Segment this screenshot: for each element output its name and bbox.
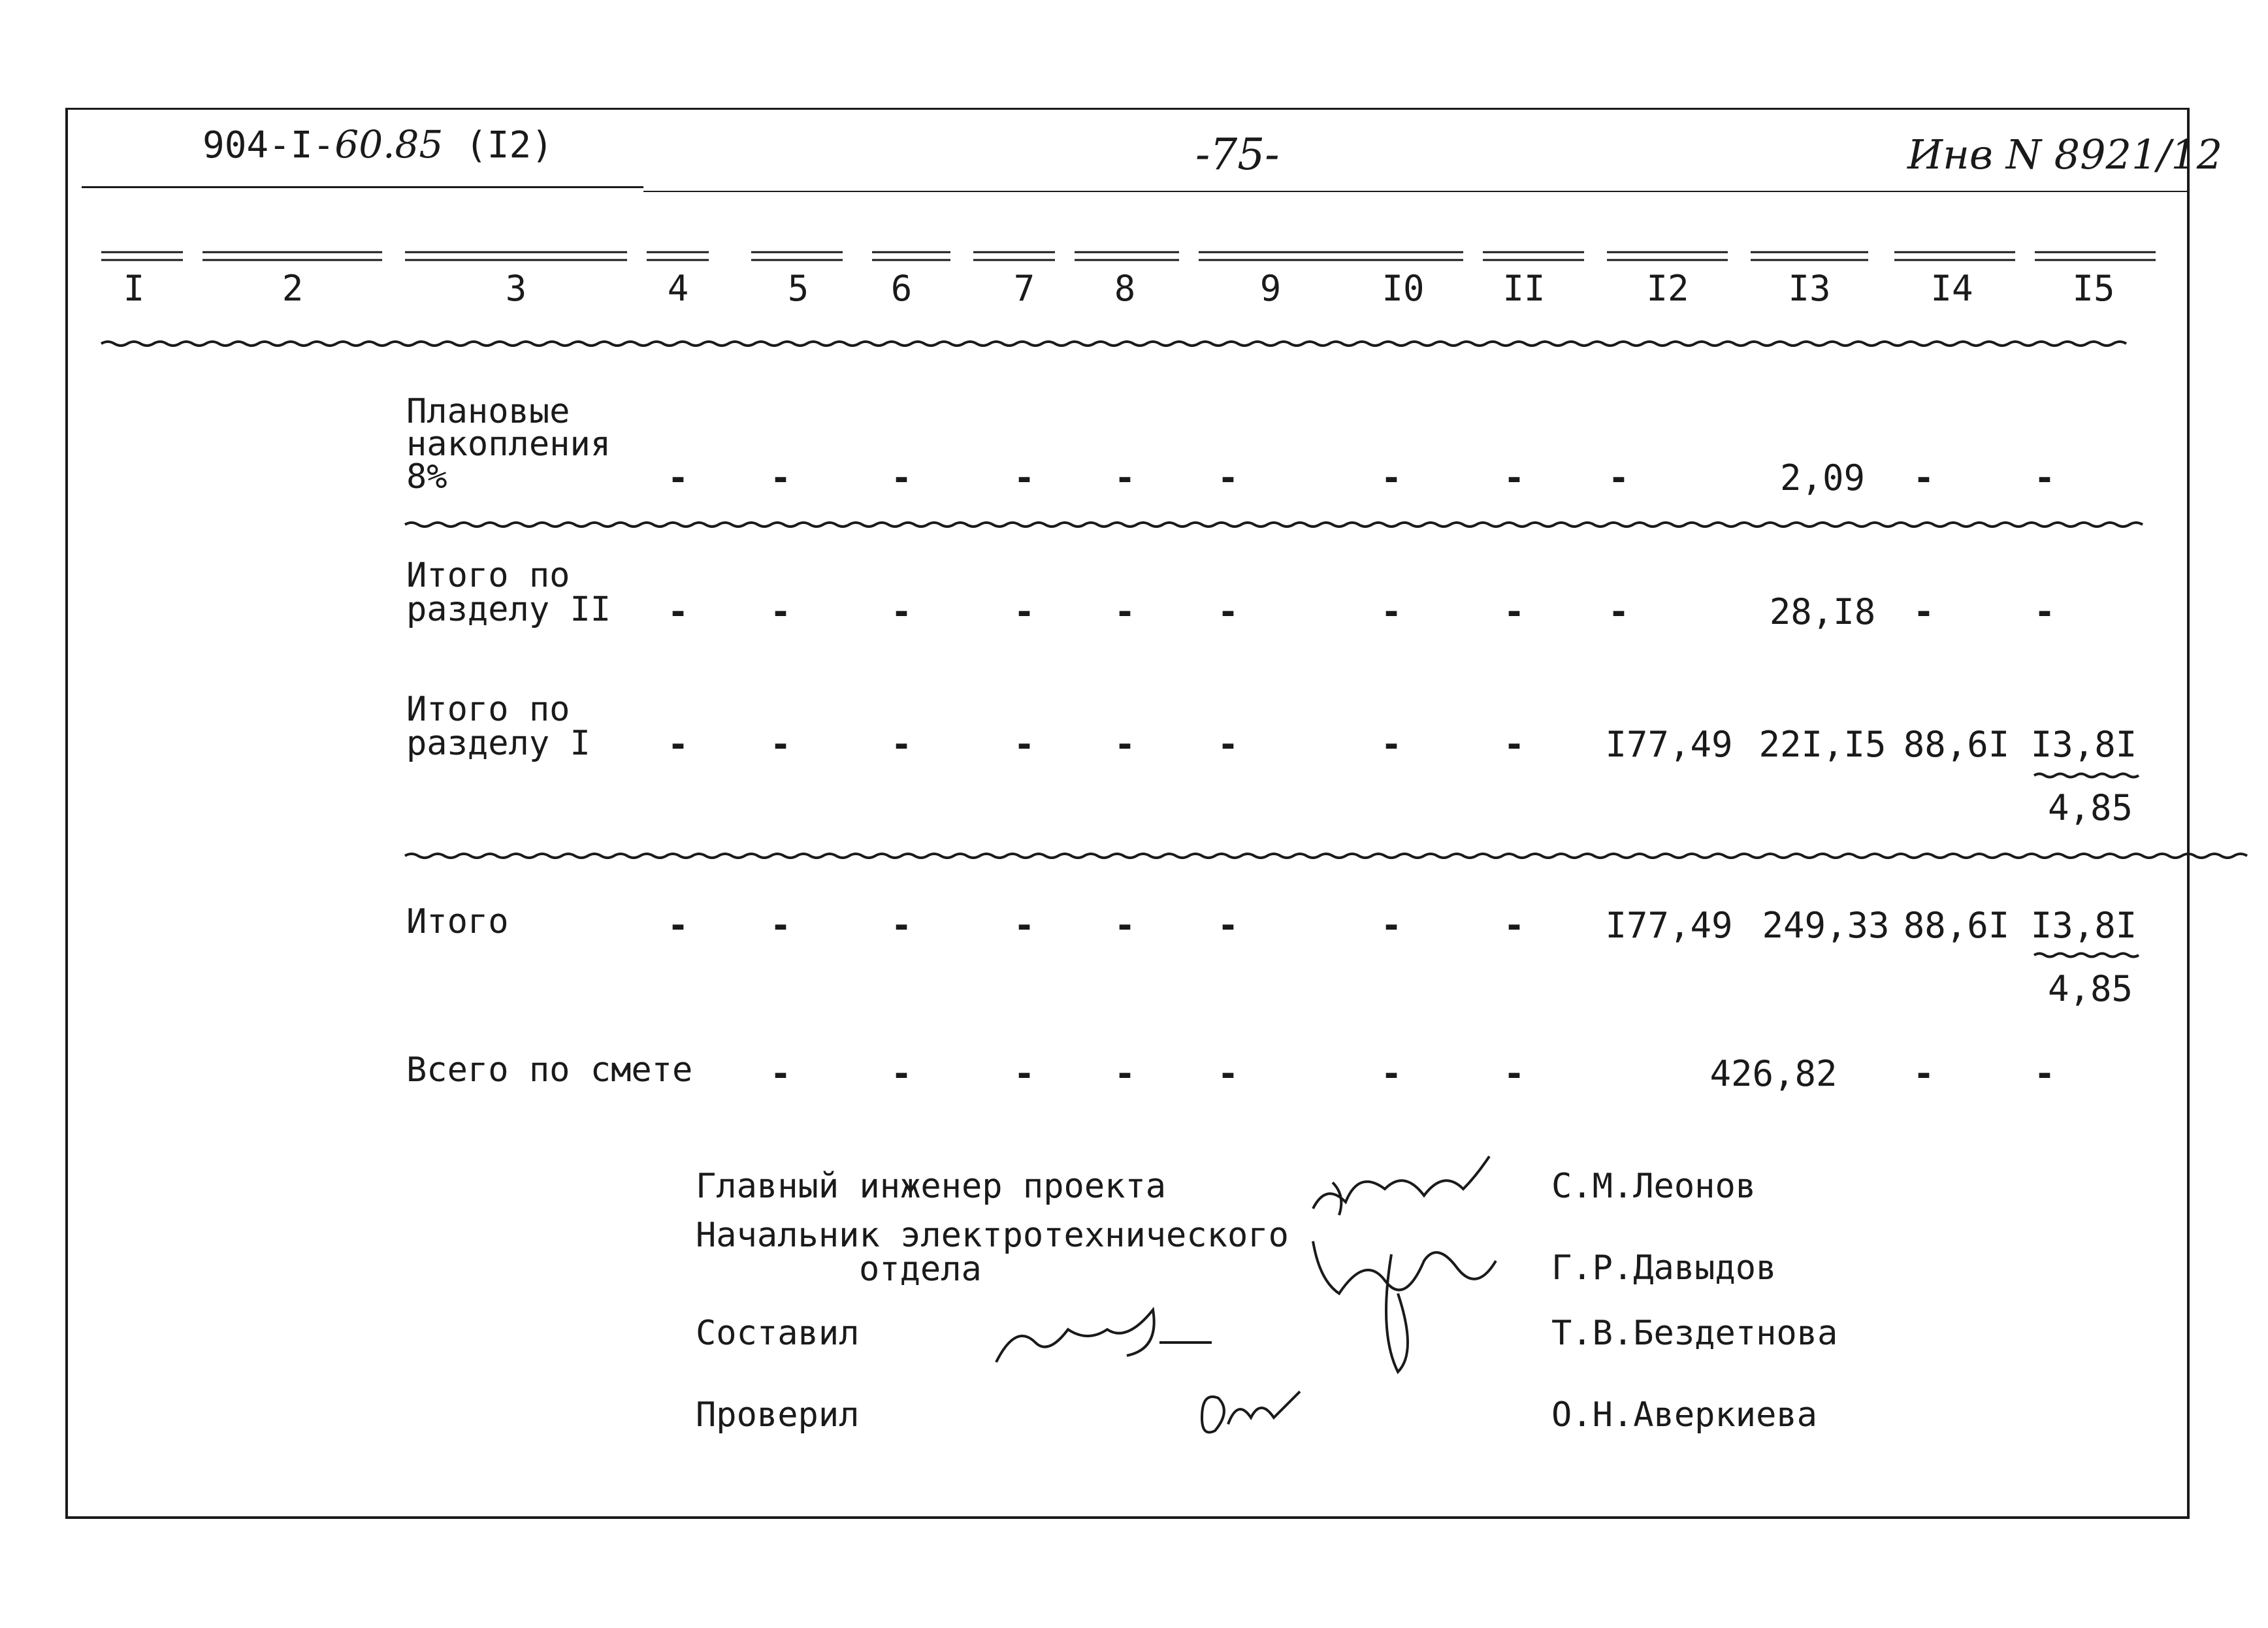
cell-grand-total: 426,82 xyxy=(1709,1053,1838,1094)
cell-col15: - xyxy=(2033,1053,2056,1094)
signature-name-checked: О.Н.Аверкиева xyxy=(1551,1395,1817,1435)
doc-code xyxy=(202,122,553,167)
role-line: отдела xyxy=(859,1250,982,1289)
row-label-planned-savings xyxy=(406,392,611,497)
signature-name-head-electrical: Г.Р.Давыдов xyxy=(1551,1248,1777,1288)
cell-col15-numerator: I3,8I xyxy=(2030,724,2137,765)
label-line: Итого по xyxy=(406,690,570,729)
column-number: 3 xyxy=(505,268,527,309)
dash-cell: - xyxy=(890,1053,913,1094)
dash-cell: - xyxy=(1114,724,1136,765)
column-number: 4 xyxy=(667,268,689,309)
column-number: 5 xyxy=(787,268,809,309)
fraction-line xyxy=(2032,771,2149,780)
column-number: I4 xyxy=(1930,268,1973,309)
dash-cell: - xyxy=(667,724,689,765)
row-label-grand-total: Всего по смете xyxy=(406,1050,693,1090)
dash-cell: - xyxy=(1013,591,1035,632)
row-wavy-rule xyxy=(0,519,2268,532)
cell-col12: I77,49 xyxy=(1605,724,1733,765)
cell-col14: 88,6I xyxy=(1903,724,2010,765)
cell-col15-denominator: 4,85 xyxy=(2047,968,2133,1009)
column-number: 7 xyxy=(1013,268,1035,309)
cell-col13: 2,09 xyxy=(1779,457,1866,498)
handwritten-signature-davydov xyxy=(1300,1215,1522,1385)
dash-cell: - xyxy=(1217,724,1239,765)
dash-cell: - xyxy=(770,724,792,765)
handwritten-signature-bezdetnova xyxy=(990,1303,1238,1375)
cell-col14: 88,6I xyxy=(1903,905,2010,946)
label-line: накопления xyxy=(406,425,611,464)
cell-col12: I77,49 xyxy=(1605,905,1733,946)
label-line: Итого по xyxy=(406,556,570,595)
column-number: I0 xyxy=(1382,268,1425,309)
dash-cell: - xyxy=(667,457,689,498)
dash-cell: - xyxy=(890,905,913,946)
signature-name-chief-engineer: С.М.Леонов xyxy=(1551,1167,1757,1206)
dash-cell: - xyxy=(1380,905,1402,946)
dash-cell: - xyxy=(1114,1053,1136,1094)
dash-cell: - xyxy=(770,591,792,632)
column-number: I3 xyxy=(1788,268,1831,309)
cell-col13: 249,33 xyxy=(1762,905,1890,946)
dash-cell: - xyxy=(890,457,913,498)
column-number: I xyxy=(123,268,145,309)
role-line: Начальник электротехнического xyxy=(696,1216,1289,1255)
signature-role-checked: Проверил xyxy=(696,1395,860,1435)
dash-cell: - xyxy=(1380,1053,1402,1094)
dash-cell: - xyxy=(770,905,792,946)
cell-col13: 22I,I5 xyxy=(1758,724,1887,765)
dash-cell: - xyxy=(1608,457,1630,498)
cell-col15-numerator: I3,8I xyxy=(2030,905,2137,946)
column-number: 2 xyxy=(282,268,304,309)
cell-col14: - xyxy=(1913,457,1935,498)
dash-cell: - xyxy=(1503,724,1525,765)
doc-code-printed: 904-I- xyxy=(202,124,335,167)
cell-col14: - xyxy=(1913,1053,1935,1094)
dash-cell: - xyxy=(1114,905,1136,946)
dash-cell: - xyxy=(1503,1053,1525,1094)
dash-cell: - xyxy=(1013,724,1035,765)
dash-cell: - xyxy=(1217,1053,1239,1094)
column-number: I5 xyxy=(2072,268,2115,309)
dash-cell: - xyxy=(1380,591,1402,632)
fraction-line xyxy=(2032,951,2149,960)
label-line: разделу II xyxy=(406,590,611,629)
label-line: 8% xyxy=(406,457,447,497)
signature-role-compiled: Составил xyxy=(696,1314,860,1353)
cell-col14: - xyxy=(1913,591,1935,632)
dash-cell: - xyxy=(667,905,689,946)
doc-code-suffix: (I2) xyxy=(465,124,553,167)
dash-cell: - xyxy=(890,591,913,632)
dash-cell: - xyxy=(1013,457,1035,498)
page-number: -75- xyxy=(1195,129,1280,180)
row-label-section-2-total xyxy=(406,556,611,629)
cell-col15: - xyxy=(2033,591,2056,632)
column-number: II xyxy=(1502,268,1546,309)
label-line: Плановые xyxy=(406,392,570,431)
row-label-section-1-total xyxy=(406,690,591,763)
header-underline-left xyxy=(82,186,643,188)
dash-cell: - xyxy=(1503,591,1525,632)
inventory-number: Инв N 8921/12 xyxy=(1907,131,2223,178)
signature-name-compiled: Т.В.Бездетнова xyxy=(1551,1314,1838,1353)
cell-col15: - xyxy=(2033,457,2056,498)
dash-cell: - xyxy=(770,457,792,498)
dash-cell: - xyxy=(1217,591,1239,632)
signature-role-chief-engineer: Главный инженер проекта xyxy=(696,1167,1167,1206)
row-label-total: Итого xyxy=(406,902,509,941)
signature-role-head-electrical xyxy=(696,1216,1289,1289)
dash-cell: - xyxy=(1608,591,1630,632)
handwritten-signature-averkieva xyxy=(1189,1378,1333,1450)
dash-cell: - xyxy=(1380,457,1402,498)
column-number: I2 xyxy=(1646,268,1689,309)
dash-cell: - xyxy=(1217,905,1239,946)
dash-cell: - xyxy=(1114,457,1136,498)
dash-cell: - xyxy=(770,1053,792,1094)
header-wavy-rule xyxy=(0,338,2268,351)
label-line: разделу I xyxy=(406,724,591,763)
dash-cell: - xyxy=(1503,905,1525,946)
doc-code-handwritten: 60.85 xyxy=(334,122,444,167)
dash-cell: - xyxy=(1380,724,1402,765)
column-number: 9 xyxy=(1259,268,1282,309)
row-wavy-rule xyxy=(0,851,2268,864)
cell-col13: 28,I8 xyxy=(1769,591,1876,632)
dash-cell: - xyxy=(1013,1053,1035,1094)
dash-cell: - xyxy=(667,591,689,632)
column-number: 6 xyxy=(890,268,913,309)
column-number: 8 xyxy=(1114,268,1136,309)
dash-cell: - xyxy=(1013,905,1035,946)
dash-cell: - xyxy=(1217,457,1239,498)
header-underline-right xyxy=(643,191,2190,192)
dash-cell: - xyxy=(890,724,913,765)
dash-cell: - xyxy=(1503,457,1525,498)
cell-col15-denominator: 4,85 xyxy=(2047,787,2133,828)
dash-cell: - xyxy=(1114,591,1136,632)
